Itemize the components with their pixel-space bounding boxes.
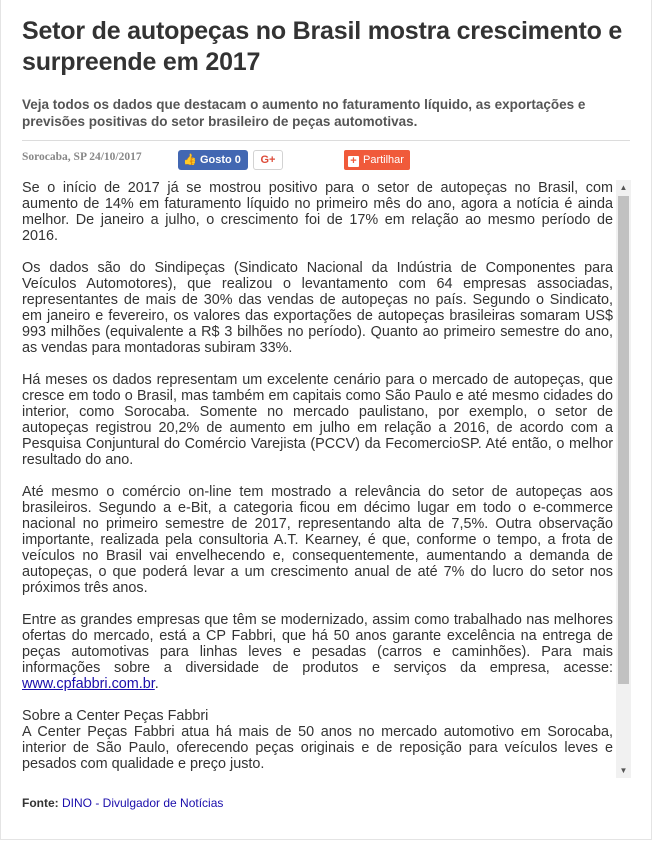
article-paragraph: Se o início de 2017 já se mostrou positivo para o setor de autopeças no Brasil, com aumento de 14% em faturamento líquido no primeiro mês do ano, agora a notícia é ainda melhor. De janeiro a julho, o crescimento foi de 17% em relação ao mesmo período de 2016.	[22, 180, 613, 244]
plus-icon: +	[348, 156, 359, 167]
article-paragraph: Os dados são do Sindipeças (Sindicato Nacional da Indústria de Componentes para Veículos Automotores), que realizou o levantamento com 64 empresas associadas, representantes de mais de 30% das vendas de autopeças no país. Segundo o Sindicato, em janeiro e fevereiro, os valores das exportações de autopeças brasileiras somaram US$ 993 milhões (equivalente a R$ 3 bilhões no período). Quanto ao primeiro semestre do ano, as vendas para montadoras subiram 33%.	[22, 260, 613, 356]
fabbri-paragraph-text: Entre as grandes empresas que têm se modernizado, assim como trabalhado nas melhores ofertas do mercado, está a CP Fabbri, que há 50 anos garante excelência na entrega de peças automotivas para linhas leves e pesadas (carros e caminhões). Para mais informações sobre a diversidade de produtos e serviços da empresa, acesse:	[22, 612, 613, 676]
facebook-like-button[interactable]	[178, 150, 248, 170]
cpfabbri-link[interactable]: www.cpfabbri.com.br	[22, 676, 155, 692]
share-button[interactable]	[344, 150, 410, 170]
facebook-like-count: 0	[234, 154, 241, 166]
arrow-up-icon[interactable]: ▲	[619, 183, 628, 192]
facebook-like-label: Gosto	[200, 154, 232, 166]
article-title: Setor de autopeças no Brasil mostra crescimento e surpreende em 2017	[22, 17, 623, 76]
article-dateline: Sorocaba, SP 24/10/2017	[22, 151, 142, 163]
article-paragraph: Há meses os dados representam um excelente cenário para o mercado de autopeças, que cresce em todo o Brasil, mas também em capitais como São Paulo e até mesmo cidades do interior, como Sorocaba. Somente no mercado paulistano, por exemplo, o setor de autopeças registrou 20,2% de aumento em julho em relação a 2016, de acordo com a Pesquisa Conjuntural do Comércio Varejista (PCCV) da FecomercioSP. Até então, o melhor resultado do ano.	[22, 372, 613, 468]
divider	[22, 140, 630, 141]
thumbs-up-icon: 👍	[183, 154, 197, 166]
about-heading: Sobre a Center Peças Fabbri	[22, 708, 209, 724]
article-paragraph: Até mesmo o comércio on-line tem mostrado a relevância do setor de autopeças aos brasileiros. Segundo a e-Bit, a categoria ficou em décimo lugar em todo o e-commerce nacional no primeiro semestre de 2017, representando alta de 7,5%. Outra observação importante, realizada pela consultoria A.T. Kearney, é que, conforme o tempo, a frota de veículos no Brasil vai envelhecendo e, consequentemente, aumentando a demanda de autopeças, o que poderá levar a um crescimento anual de até 7% do lucro do setor nos próximos três anos.	[22, 484, 613, 596]
scrollbar[interactable]	[616, 180, 631, 778]
about-text: A Center Peças Fabbri atua há mais de 50 anos no mercado automotivo em Sorocaba, interior de São Paulo, oferecendo peças originais e de reposição para veículos leves e pesados com qualidade e preço justo.	[22, 724, 613, 772]
fabbri-link-suffix: .	[154, 676, 159, 692]
arrow-down-icon[interactable]: ▼	[619, 766, 628, 775]
google-plus-button[interactable]: G+	[253, 150, 283, 170]
article-subtitle: Veja todos os dados que destacam o aumento no faturamento líquido, as exportações e previsões positivas do setor brasileiro de peças automotivas.	[22, 97, 586, 129]
article-source	[22, 796, 223, 810]
article-body	[22, 180, 613, 772]
article-scroll-area[interactable]	[22, 180, 631, 778]
article-paragraph-fabbri	[22, 612, 613, 692]
source-link[interactable]: DINO - Divulgador de Notícias	[62, 796, 224, 810]
source-label: Fonte:	[22, 796, 59, 810]
share-label: Partilhar	[363, 154, 404, 166]
scrollbar-thumb[interactable]	[618, 196, 629, 684]
